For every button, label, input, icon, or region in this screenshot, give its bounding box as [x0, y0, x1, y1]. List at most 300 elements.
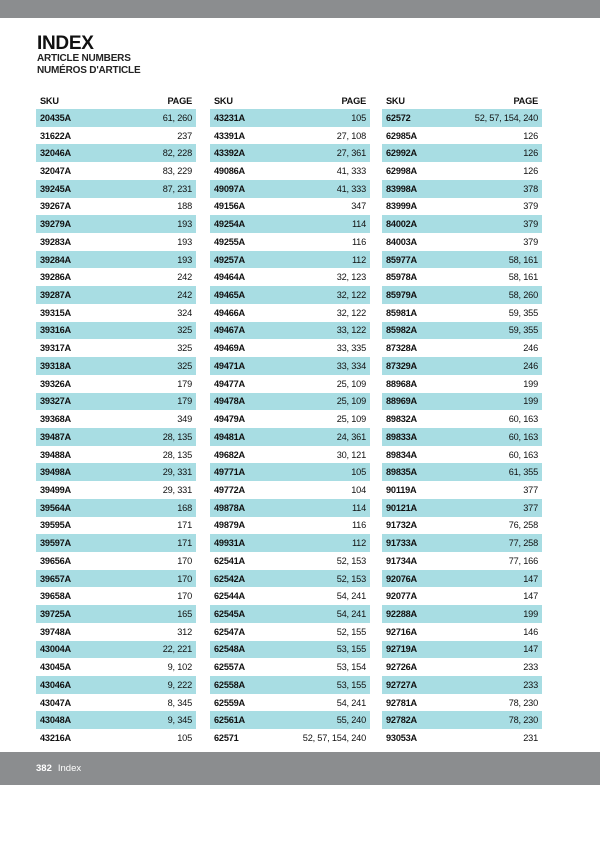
subtitle-fr: NUMÉROS D'ARTICLE [37, 65, 141, 76]
sku-value: 92726A [386, 662, 417, 673]
sku-header: SKU [386, 96, 405, 106]
page-value: 24, 361 [336, 431, 366, 442]
index-row [36, 215, 196, 233]
index-row [382, 499, 542, 517]
sku-value: 85977A [386, 254, 417, 265]
title-block [37, 34, 140, 77]
page-value: 55, 240 [336, 715, 366, 726]
page-value: 199 [523, 378, 538, 389]
sku-value: 89835A [386, 467, 417, 478]
column-header [210, 93, 370, 109]
sku-value: 49469A [214, 343, 245, 354]
sku-value: 49156A [214, 201, 245, 212]
sku-value: 43392A [214, 148, 245, 159]
sku-value: 89832A [386, 414, 417, 425]
index-row [36, 587, 196, 605]
index-row [210, 357, 370, 375]
column-header [382, 93, 542, 109]
sku-value: 62544A [214, 591, 245, 602]
index-row [36, 109, 196, 127]
page-value: 114 [351, 502, 366, 513]
page-value: 349 [177, 414, 192, 425]
page-value: 165 [177, 608, 192, 619]
index-column-3 [382, 93, 542, 747]
sku-value: 92781A [386, 697, 417, 708]
page-value: 231 [523, 733, 538, 744]
page-value: 126 [523, 148, 538, 159]
sku-value: 32046A [40, 148, 71, 159]
page-number: 382 [36, 763, 52, 774]
index-row [382, 658, 542, 676]
sku-value: 62559A [214, 697, 245, 708]
page-value: 87, 231 [162, 183, 192, 194]
page-value: 347 [351, 201, 366, 212]
page-value: 378 [523, 183, 538, 194]
sku-value: 84002A [386, 219, 417, 230]
index-row [36, 286, 196, 304]
index-row [36, 375, 196, 393]
sku-value: 62547A [214, 626, 245, 637]
page-value: 32, 123 [336, 272, 366, 283]
page-value: 377 [523, 484, 538, 495]
sku-value: 85982A [386, 325, 417, 336]
page-value: 379 [523, 236, 538, 247]
index-row [210, 339, 370, 357]
index-row [36, 729, 196, 747]
index-row [210, 180, 370, 198]
sku-value: 39284A [40, 254, 71, 265]
page-value: 41, 333 [336, 166, 366, 177]
index-row [210, 410, 370, 428]
sku-value: 92782A [386, 715, 417, 726]
sku-value: 39286A [40, 272, 71, 283]
sku-value: 39279A [40, 219, 71, 230]
index-row [210, 233, 370, 251]
index-row [382, 109, 542, 127]
page-value: 82, 228 [162, 148, 192, 159]
sku-value: 89834A [386, 449, 417, 460]
page-value: 312 [177, 626, 192, 637]
sku-value: 49086A [214, 166, 245, 177]
index-row [210, 109, 370, 127]
index-row [382, 711, 542, 729]
page-value: 193 [177, 236, 192, 247]
sku-value: 39283A [40, 236, 71, 247]
index-row [382, 676, 542, 694]
index-row [210, 729, 370, 747]
index-row [210, 198, 370, 216]
page-value: 377 [523, 502, 538, 513]
index-row [382, 127, 542, 145]
page-value: 325 [177, 360, 192, 371]
index-row [36, 481, 196, 499]
page-value: 147 [523, 573, 538, 584]
index-row [36, 322, 196, 340]
page-value: 54, 241 [336, 591, 366, 602]
page-value: 78, 230 [508, 697, 538, 708]
index-row [210, 446, 370, 464]
page-value: 179 [177, 396, 192, 407]
page-value: 60, 163 [508, 414, 538, 425]
index-row [382, 375, 542, 393]
index-row [210, 499, 370, 517]
sku-value: 49771A [214, 467, 245, 478]
page-value: 126 [523, 166, 538, 177]
index-row [210, 587, 370, 605]
sku-value: 39316A [40, 325, 71, 336]
page-value: 233 [523, 679, 538, 690]
index-row [36, 428, 196, 446]
sku-value: 39487A [40, 431, 71, 442]
column-header [36, 93, 196, 109]
index-row [36, 534, 196, 552]
page-value: 27, 108 [336, 130, 366, 141]
top-decor-bar [0, 0, 600, 18]
index-row [210, 570, 370, 588]
index-row [36, 198, 196, 216]
page-value: 116 [351, 520, 366, 531]
page-value: 77, 166 [508, 555, 538, 566]
index-row [36, 658, 196, 676]
index-row [382, 251, 542, 269]
sku-value: 92716A [386, 626, 417, 637]
index-row [382, 286, 542, 304]
footer-section: Index [57, 763, 82, 774]
sku-value: 92719A [386, 644, 417, 655]
page-value: 246 [523, 360, 538, 371]
index-row [382, 641, 542, 659]
page-header: PAGE [341, 96, 366, 106]
page-value: 116 [351, 236, 366, 247]
page-value: 193 [177, 254, 192, 265]
page-value: 33, 334 [336, 360, 366, 371]
index-row [382, 322, 542, 340]
page-value: 146 [523, 626, 538, 637]
sku-value: 93053A [386, 733, 417, 744]
index-row [36, 517, 196, 535]
index-row [210, 534, 370, 552]
page-value: 52, 155 [336, 626, 366, 637]
sku-value: 39597A [40, 538, 71, 549]
sku-value: 39498A [40, 467, 71, 478]
sku-value: 90119A [386, 484, 417, 495]
page-value: 379 [523, 219, 538, 230]
page-value: 59, 355 [508, 307, 538, 318]
sku-value: 49097A [214, 183, 245, 194]
index-row [382, 694, 542, 712]
sku-value: 49772A [214, 484, 245, 495]
index-row [210, 517, 370, 535]
page-title: INDEX [37, 33, 94, 54]
sku-value: 39318A [40, 360, 71, 371]
index-row [210, 605, 370, 623]
index-row [36, 570, 196, 588]
page-value: 104 [351, 484, 366, 495]
sku-value: 43046A [40, 679, 71, 690]
index-row [382, 605, 542, 623]
index-row [36, 499, 196, 517]
sku-value: 39326A [40, 378, 71, 389]
sku-value: 39595A [40, 520, 71, 531]
sku-value: 92727A [386, 679, 417, 690]
index-row [36, 446, 196, 464]
index-row [382, 410, 542, 428]
page-value: 325 [177, 343, 192, 354]
page-value: 33, 335 [336, 343, 366, 354]
page-value: 41, 333 [336, 183, 366, 194]
page-value: 52, 153 [336, 573, 366, 584]
sku-header: SKU [40, 96, 59, 106]
sku-value: 49465A [214, 290, 245, 301]
page-value: 105 [351, 112, 366, 123]
sku-value: 62558A [214, 679, 245, 690]
page-value: 29, 331 [162, 484, 192, 495]
index-row [210, 322, 370, 340]
sku-value: 39564A [40, 502, 71, 513]
page-value: 58, 161 [508, 272, 538, 283]
page-value: 379 [523, 201, 538, 212]
page-header: PAGE [167, 96, 192, 106]
index-row [210, 393, 370, 411]
rows [36, 109, 196, 747]
index-row [382, 729, 542, 747]
index-row [210, 144, 370, 162]
index-row [36, 676, 196, 694]
sku-value: 62992A [386, 148, 417, 159]
sku-value: 39499A [40, 484, 71, 495]
page-value: 199 [523, 396, 538, 407]
page-value: 170 [177, 591, 192, 602]
sku-value: 49471A [214, 360, 245, 371]
sku-value: 85979A [386, 290, 417, 301]
sku-value: 88969A [386, 396, 417, 407]
page-value: 9, 102 [167, 662, 192, 673]
sku-value: 83998A [386, 183, 417, 194]
index-row [210, 641, 370, 659]
index-row [36, 162, 196, 180]
sku-header: SKU [214, 96, 233, 106]
sku-value: 43391A [214, 130, 245, 141]
page-value: 54, 241 [336, 608, 366, 619]
sku-value: 91732A [386, 520, 417, 531]
index-row [382, 215, 542, 233]
index-row [36, 304, 196, 322]
page-value: 246 [523, 343, 538, 354]
page-value: 171 [177, 538, 192, 549]
page-value: 54, 241 [336, 697, 366, 708]
index-row [382, 304, 542, 322]
sku-value: 87328A [386, 343, 417, 354]
index-row [36, 268, 196, 286]
page-value: 53, 155 [336, 644, 366, 655]
index-row [210, 286, 370, 304]
sku-value: 62542A [214, 573, 245, 584]
index-row [382, 623, 542, 641]
sku-value: 39315A [40, 307, 71, 318]
page-value: 233 [523, 662, 538, 673]
sku-value: 49878A [214, 502, 245, 513]
sku-value: 84003A [386, 236, 417, 247]
footer-bar [0, 752, 600, 785]
page-value: 105 [351, 467, 366, 478]
page-value: 193 [177, 219, 192, 230]
page-value: 242 [177, 290, 192, 301]
sku-value: 49254A [214, 219, 245, 230]
sku-value: 39658A [40, 591, 71, 602]
sku-value: 62572 [386, 112, 411, 123]
index-row [382, 393, 542, 411]
sku-value: 91734A [386, 555, 417, 566]
page-value: 325 [177, 325, 192, 336]
sku-value: 62541A [214, 555, 245, 566]
sku-value: 87329A [386, 360, 417, 371]
page-value: 77, 258 [508, 538, 538, 549]
sku-value: 92076A [386, 573, 417, 584]
page-value: 324 [177, 307, 192, 318]
page-value: 199 [523, 608, 538, 619]
sku-value: 39287A [40, 290, 71, 301]
sku-value: 62561A [214, 715, 245, 726]
page-value: 9, 345 [167, 715, 192, 726]
sku-value: 49467A [214, 325, 245, 336]
sku-value: 62545A [214, 608, 245, 619]
index-row [36, 623, 196, 641]
index-row [210, 428, 370, 446]
index-row [36, 180, 196, 198]
index-row [210, 463, 370, 481]
sku-value: 31622A [40, 130, 71, 141]
sku-value: 49466A [214, 307, 245, 318]
page-value: 61, 355 [508, 467, 538, 478]
sku-value: 49257A [214, 254, 245, 265]
index-row [210, 304, 370, 322]
page-value: 60, 163 [508, 431, 538, 442]
sku-value: 62557A [214, 662, 245, 673]
index-row [210, 481, 370, 499]
page-header: PAGE [513, 96, 538, 106]
page-value: 147 [523, 591, 538, 602]
page-value: 33, 122 [336, 325, 366, 336]
page-value: 9, 222 [167, 679, 192, 690]
index-row [36, 605, 196, 623]
page-value: 76, 258 [508, 520, 538, 531]
index-row [36, 410, 196, 428]
index-row [210, 658, 370, 676]
sku-value: 39725A [40, 608, 71, 619]
index-row [210, 251, 370, 269]
sku-value: 62571 [214, 733, 239, 744]
sku-value: 43216A [40, 733, 71, 744]
page-value: 52, 57, 154, 240 [302, 733, 366, 744]
sku-value: 49931A [214, 538, 245, 549]
sku-value: 49255A [214, 236, 245, 247]
sku-value: 49481A [214, 431, 245, 442]
sku-value: 92077A [386, 591, 417, 602]
index-row [210, 676, 370, 694]
index-row [36, 144, 196, 162]
sku-value: 43004A [40, 644, 71, 655]
index-column-1 [36, 93, 196, 747]
sku-value: 91733A [386, 538, 417, 549]
index-row [382, 428, 542, 446]
page-value: 188 [177, 201, 192, 212]
page-value: 170 [177, 573, 192, 584]
sku-value: 49879A [214, 520, 245, 531]
page-value: 171 [177, 520, 192, 531]
index-row [36, 251, 196, 269]
index-row [36, 339, 196, 357]
sku-value: 62998A [386, 166, 417, 177]
page-value: 28, 135 [162, 449, 192, 460]
index-row [36, 233, 196, 251]
index-row [210, 694, 370, 712]
page-value: 83, 229 [162, 166, 192, 177]
index-row [382, 481, 542, 499]
sku-value: 49464A [214, 272, 245, 283]
page-value: 28, 135 [162, 431, 192, 442]
page-value: 53, 155 [336, 679, 366, 690]
sku-value: 83999A [386, 201, 417, 212]
sku-value: 90121A [386, 502, 417, 513]
sku-value: 49477A [214, 378, 245, 389]
index-row [210, 552, 370, 570]
subtitle-en: ARTICLE NUMBERS [37, 53, 131, 64]
sku-value: 62548A [214, 644, 245, 655]
index-row [210, 162, 370, 180]
sku-value: 39657A [40, 573, 71, 584]
index-row [382, 463, 542, 481]
index-row [382, 339, 542, 357]
page-value: 61, 260 [162, 112, 192, 123]
page-value: 179 [177, 378, 192, 389]
page-value: 112 [351, 538, 366, 549]
index-row [382, 570, 542, 588]
page-value: 147 [523, 644, 538, 655]
index-row [382, 233, 542, 251]
index-row [36, 552, 196, 570]
index-row [382, 517, 542, 535]
sku-value: 39267A [40, 201, 71, 212]
index-row [210, 268, 370, 286]
page-value: 78, 230 [508, 715, 538, 726]
index-row [36, 357, 196, 375]
sku-value: 43231A [214, 112, 245, 123]
index-row [36, 463, 196, 481]
index-row [210, 623, 370, 641]
sku-value: 49479A [214, 414, 245, 425]
page-value: 168 [177, 502, 192, 513]
sku-value: 39368A [40, 414, 71, 425]
index-row [382, 144, 542, 162]
page-value: 52, 57, 154, 240 [474, 112, 538, 123]
page-value: 60, 163 [508, 449, 538, 460]
sku-value: 85981A [386, 307, 417, 318]
sku-value: 85978A [386, 272, 417, 283]
page-value: 32, 122 [336, 290, 366, 301]
sku-value: 92288A [386, 608, 417, 619]
index-row [210, 215, 370, 233]
page-value: 114 [351, 219, 366, 230]
page-value: 30, 121 [336, 449, 366, 460]
page-value: 58, 161 [508, 254, 538, 265]
page-value: 29, 331 [162, 467, 192, 478]
page-value: 105 [177, 733, 192, 744]
page-value: 126 [523, 130, 538, 141]
sku-value: 88968A [386, 378, 417, 389]
sku-value: 32047A [40, 166, 71, 177]
index-row [210, 711, 370, 729]
rows [382, 109, 542, 747]
